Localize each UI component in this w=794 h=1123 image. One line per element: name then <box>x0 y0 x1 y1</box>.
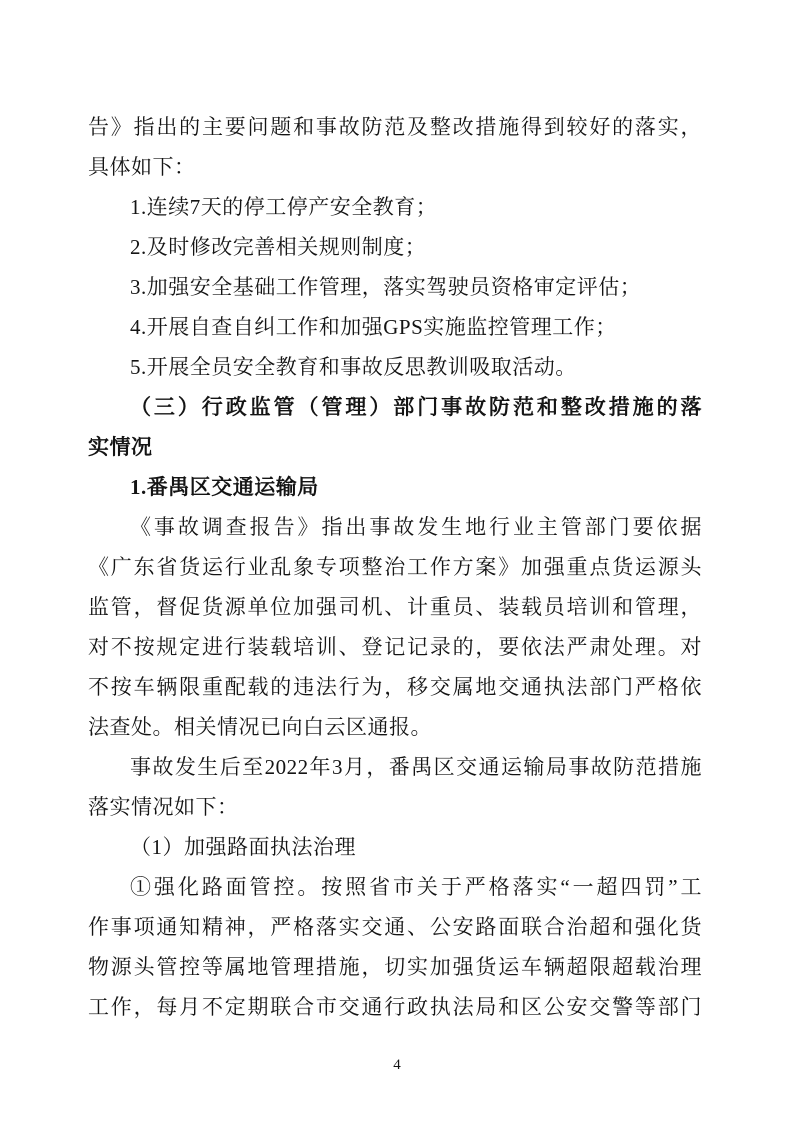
text-line: 《广东省货运行业乱象专项整治工作方案》加强重点货运源头 <box>88 555 702 579</box>
text-line: 具体如下： <box>88 155 196 179</box>
text-line: 4.开展自查自纠工作和加强GPS实施监控管理工作； <box>130 315 617 339</box>
text-line: （三）行政监管（管理）部门事故防范和整改措施的落 <box>130 395 702 419</box>
text-line: 实情况 <box>88 435 153 459</box>
text-line: 5.开展全员安全教育和事故反思教训吸取活动。 <box>130 355 577 379</box>
text-line: 作事项通知精神，严格落实交通、公安路面联合治超和强化货 <box>88 915 702 939</box>
text-line: 告》指出的主要问题和事故防范及整改措施得到较好的落实， <box>88 115 702 139</box>
page-number: 4 <box>393 1057 401 1073</box>
text-line: 监管，督促货源单位加强司机、计重员、装载员培训和管理， <box>88 595 702 619</box>
page-footer <box>0 1055 794 1075</box>
text-line: 法查处。相关情况已向白云区通报。 <box>88 715 432 739</box>
text-line: ①强化路面管控。按照省市关于严格落实“一超四罚”工 <box>130 875 702 899</box>
text-line: 物源头管控等属地管理措施，切实加强货运车辆超限超载治理 <box>88 955 702 979</box>
text-line: 1.连续7天的停工停产安全教育； <box>130 195 438 219</box>
text-line: 落实情况如下： <box>88 795 239 819</box>
text-line: 1.番禺区交通运输局 <box>130 475 319 499</box>
text-line: 对不按规定进行装载培训、登记记录的，要依法严肃处理。对 <box>88 635 702 659</box>
text-line: 《事故调查报告》指出事故发生地行业主管部门要依据 <box>130 515 702 539</box>
text-line: 3.加强安全基础工作管理，落实驾驶员资格审定评估； <box>130 275 642 299</box>
text-line: 不按车辆限重配载的违法行为，移交属地交通执法部门严格依 <box>88 675 702 699</box>
text-line: （1）加强路面执法治理 <box>130 835 356 859</box>
text-line: 2.及时修改完善相关规则制度； <box>130 235 427 259</box>
text-line: 事故发生后至2022年3月，番禺区交通运输局事故防范措施 <box>130 755 702 779</box>
document-body <box>88 107 702 1027</box>
text-line: 工作，每月不定期联合市交通行政执法局和区公安交警等部门 <box>88 995 702 1019</box>
